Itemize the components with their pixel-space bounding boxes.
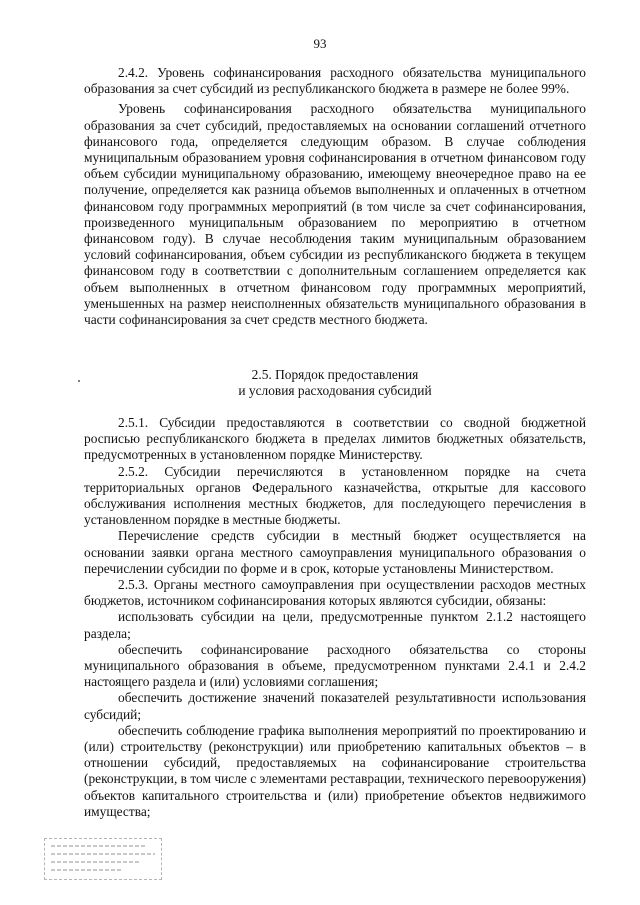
list-item-cofinancing: обеспечить софинансирование расходного обязательства со стороны муниципального образования в объеме, предусмотренном пунктами 2.4.1 и 2.4.2 настоящего раздела и (или) условиями соглашения; <box>84 641 586 690</box>
section-heading-line-1: 2.5. Порядок предоставления <box>251 367 419 382</box>
paragraph-2-5-2: 2.5.2. Субсидии перечисляются в установленном порядке на счета территориальных органов Федерального казначейства, открытые для кассового обслуживания исполнения местных бюджетов, для последующего перечисления в установленном порядке в местные бюджеты. <box>84 463 586 528</box>
paragraph-2-5-1: 2.5.1. Субсидии предоставляются в соответствии со сводной бюджетной росписью республиканского бюджета в пределах лимитов бюджетных обязательств, предусмотренных в установленном порядке Министерству. <box>84 415 586 463</box>
section-heading-2-5 <box>84 367 586 399</box>
faint-stamp <box>44 838 162 880</box>
list-item-indicators: обеспечить достижение значений показателей результативности использования субсидий; <box>84 690 586 722</box>
paragraph-cofinancing-level: Уровень софинансирования расходного обязательства муниципального образования за счет субсидий, предоставляемых на основании соглашений отчетного финансового года, определяется следующим образом. В случае соблюдения муниципальным образованием уровня софинансирования в отчетном финансовом году объем субсидии муниципальному образованию, имеющему внеочередное право на ее получение, определяется как разница объемов выполненных и оплаченных в отчетном финансовом году программных мероприятий (в том числе за счет софинансирования, произведенного муниципальным образованием по мероприятию в отчетном финансовом году). В случае несоблюдения таким муниципальным образованием условий софинансирования, объем субсидии из республиканского бюджета в текущем финансовом году в соответствии с дополнительным соглашением определяется как объем выполненных в отчетном финансовом году программных мероприятий, уменьшенных на размер неисполненных обязательств муниципального образования в части софинансирования за счет средств местного бюджета. <box>84 101 586 328</box>
stamp-line <box>51 861 139 863</box>
scan-speck <box>78 380 80 382</box>
section-heading-line-2: и условия расходования субсидий <box>238 383 432 399</box>
stamp-line <box>51 869 121 871</box>
list-item-schedule: обеспечить соблюдение графика выполнения мероприятий по проектированию и (или) строительству (реконструкции) или приобретению капитальных объектов – в отношении субсидий, предоставляемых на софинансирование строительства (реконструкции, в том числе с элементами реставрации, технического перевооружения) объектов капитального строительства и (или) приобретение объектов недвижимого имущества; <box>84 722 586 819</box>
text-block-bottom <box>84 415 586 820</box>
paragraph-transfer: Перечисление средств субсидии в местный бюджет осуществляется на основании заявки органа местного самоуправления муниципального образования о перечислении субсидии по форме и в срок, которые установлены Министерством. <box>84 528 586 576</box>
stamp-line <box>51 853 155 855</box>
paragraph-2-4-2: 2.4.2. Уровень софинансирования расходного обязательства муниципального образования за счет субсидий из республиканского бюджета в размере не более 99%. <box>84 65 586 97</box>
stamp-line <box>51 845 147 847</box>
list-item-use-subsidies: использовать субсидии на цели, предусмотренные пунктом 2.1.2 настоящего раздела; <box>84 609 586 641</box>
page-number: 93 <box>313 36 327 51</box>
text-block-top <box>84 65 586 328</box>
paragraph-2-5-3: 2.5.3. Органы местного самоуправления при осуществлении расходов местных бюджетов, источником софинансирования которых являются субсидии, обязаны: <box>84 577 586 609</box>
